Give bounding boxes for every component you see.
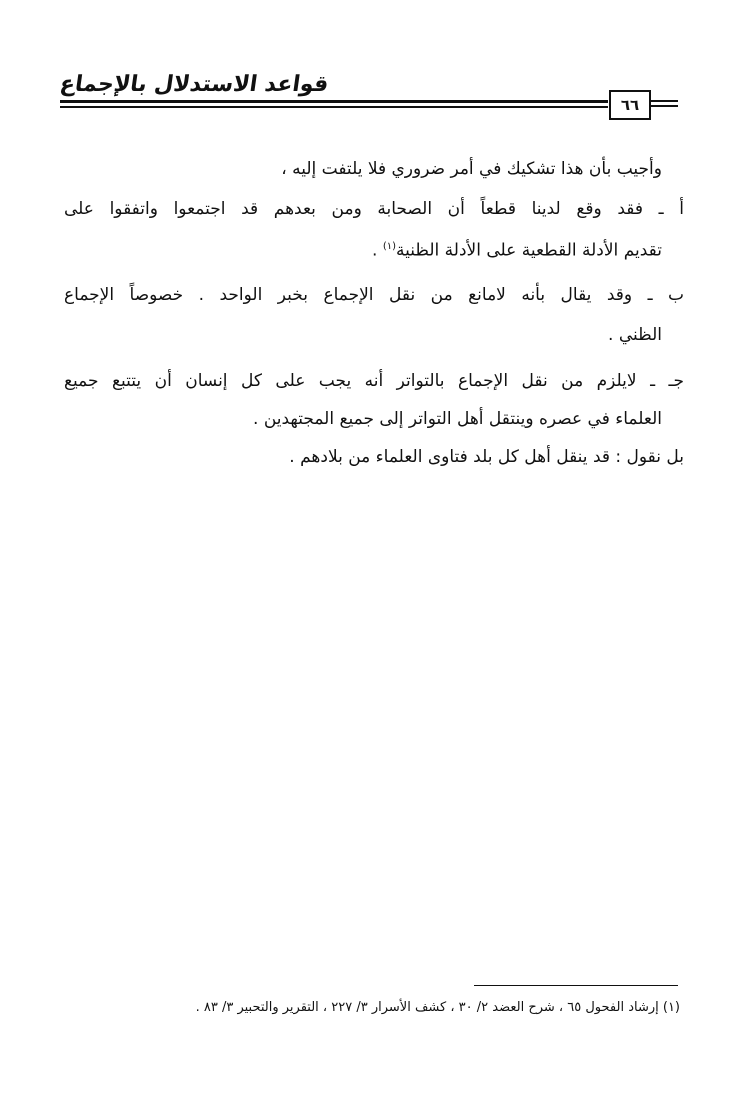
header-rule-right-top <box>651 100 678 102</box>
header-rule-right-bottom <box>651 105 678 107</box>
paragraph-line: بل نقول : قد ينقل أهل كل بلد فتاوى العلماء من بلادهم . <box>289 447 684 467</box>
paragraph-line <box>372 228 662 266</box>
paragraph-line: جـ ـ لايلزم من نقل الإجماع بالتواتر أنه يجب على كل إنسان أن يتتبع جميع <box>64 371 684 391</box>
paragraph-text: تقديم الأدلة القطعية على الأدلة الظنية <box>396 240 662 261</box>
footnote: (١) إرشاد الفحول ٦٥ ، شرح العضد ٢/ ٣٠ ، كشف الأسرار ٣/ ٢٢٧ ، التقرير والتحبير ٣/ ٨٣ . <box>195 1000 680 1015</box>
paragraph-line: ب ـ وقد يقال بأنه لامانع من نقل الإجماع بخبر الواحد . خصوصاً الإجماع <box>64 285 684 305</box>
page-number: ٦٦ <box>609 90 651 120</box>
footnote-reference: (١) <box>382 241 397 252</box>
paragraph-line: العلماء في عصره وينتقل أهل التواتر إلى جميع المجتهدين . <box>253 409 662 429</box>
header-rule-top <box>60 100 608 103</box>
running-head-title: قواعد الاستدلال بالإجماع <box>58 72 331 97</box>
paragraph-line: الظني . <box>608 325 662 345</box>
paragraph-end: . <box>372 240 383 261</box>
paragraph-line: وأجيب بأن هذا تشكيك في أمر ضروري فلا يلتفت إليه ، <box>281 159 662 179</box>
paragraph-line: أ ـ فقد وقع لدينا قطعاً أن الصحابة ومن بعدهم قد اجتمعوا واتفقوا على <box>64 199 684 219</box>
header-rule-bottom <box>60 106 608 108</box>
footnote-divider <box>474 985 678 986</box>
